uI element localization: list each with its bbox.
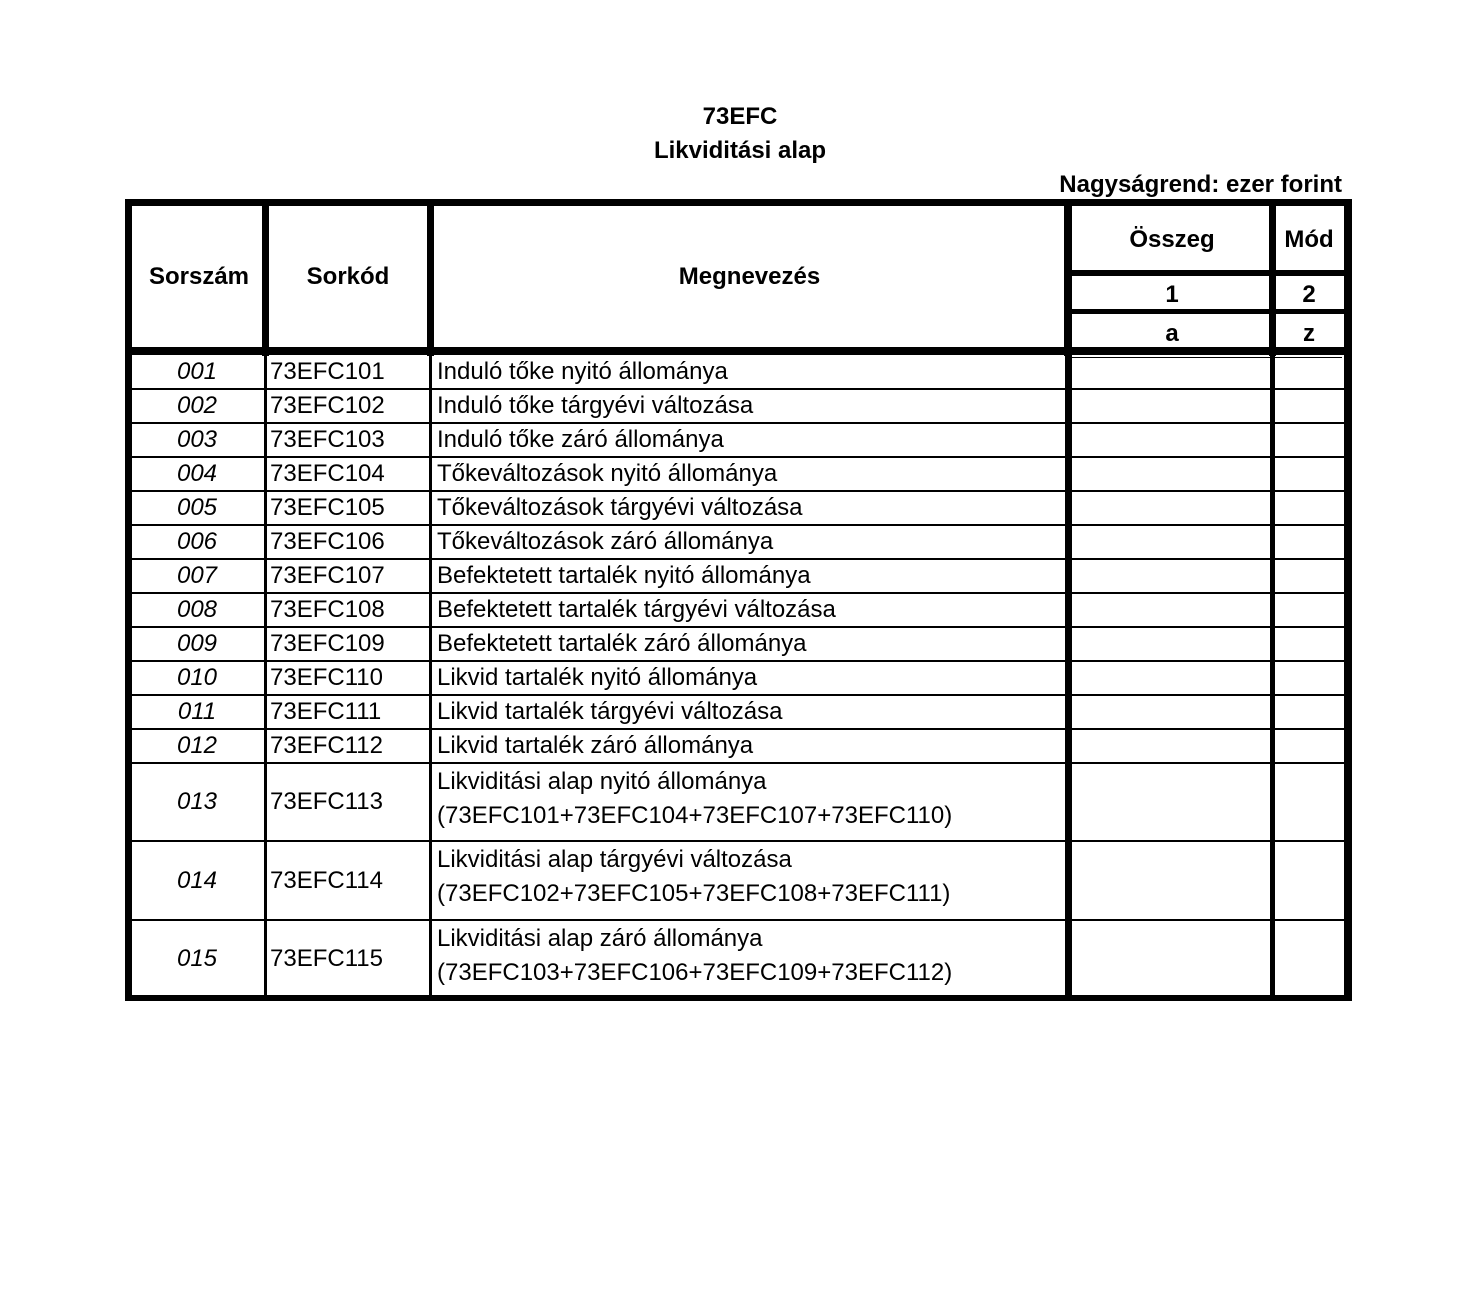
header-row-divider xyxy=(1066,309,1352,314)
column-divider xyxy=(1064,199,1072,356)
header-col2-letter: z xyxy=(1303,320,1315,347)
row-description: Likviditási alap tárgyévi változása xyxy=(437,846,792,873)
row-mode-cell[interactable] xyxy=(1275,695,1341,729)
column-divider xyxy=(1065,355,1072,997)
row-code: 73EFC103 xyxy=(270,426,385,453)
row-code: 73EFC102 xyxy=(270,392,385,419)
row-amount-cell[interactable] xyxy=(1072,729,1270,763)
header-sorkod: Sorkód xyxy=(306,263,390,290)
row-code: 73EFC107 xyxy=(270,562,385,589)
row-number: 012 xyxy=(176,732,218,759)
row-amount-cell[interactable] xyxy=(1072,695,1270,729)
row-mode-cell[interactable] xyxy=(1275,559,1341,593)
row-amount-cell[interactable] xyxy=(1072,457,1270,491)
row-number: 005 xyxy=(176,494,218,521)
form-code-title: 73EFC xyxy=(702,103,778,130)
row-code: 73EFC109 xyxy=(270,630,385,657)
row-mode-cell[interactable] xyxy=(1275,841,1341,920)
row-description: Induló tőke tárgyévi változása xyxy=(437,392,754,419)
column-divider xyxy=(429,355,432,997)
column-divider xyxy=(427,199,434,356)
row-divider xyxy=(130,592,1346,594)
row-description: Tőkeváltozások záró állománya xyxy=(437,528,774,555)
row-mode-cell[interactable] xyxy=(1275,389,1341,423)
row-code: 73EFC115 xyxy=(270,944,383,972)
row-divider xyxy=(1072,357,1342,358)
row-description: Likvid tartalék nyitó állománya xyxy=(437,664,758,691)
unit-note: Nagyságrend: ezer forint xyxy=(1059,171,1342,198)
row-description: Befektetett tartalék nyitó állománya xyxy=(437,562,811,589)
row-code: 73EFC113 xyxy=(270,788,383,815)
column-divider xyxy=(1270,355,1275,997)
row-amount-cell[interactable] xyxy=(1072,920,1270,997)
row-mode-cell[interactable] xyxy=(1275,491,1341,525)
row-description-formula: (73EFC101+73EFC104+73EFC107+73EFC110) xyxy=(437,802,953,829)
row-amount-cell[interactable] xyxy=(1072,841,1270,920)
row-number: 001 xyxy=(176,358,218,385)
row-mode-cell[interactable] xyxy=(1275,763,1341,841)
row-number: 008 xyxy=(176,596,218,623)
row-description: Likviditási alap nyitó állománya xyxy=(437,768,767,795)
header-sorszam: Sorszám xyxy=(148,263,250,290)
row-code: 73EFC114 xyxy=(270,866,383,894)
row-code: 73EFC105 xyxy=(270,494,385,521)
table-bottom-border xyxy=(125,995,1352,1001)
row-divider xyxy=(130,388,1346,390)
column-divider xyxy=(262,199,269,356)
row-mode-cell[interactable] xyxy=(1275,627,1341,661)
row-code: 73EFC112 xyxy=(270,732,383,759)
row-amount-cell[interactable] xyxy=(1072,389,1270,423)
row-divider xyxy=(130,728,1346,730)
table-right-border xyxy=(1344,199,1352,1001)
table-left-border xyxy=(125,199,132,1001)
row-divider xyxy=(130,626,1346,628)
row-divider xyxy=(130,840,1346,842)
header-col2-number: 2 xyxy=(1302,281,1316,308)
row-number: 010 xyxy=(176,664,218,691)
row-number: 013 xyxy=(176,788,218,815)
row-amount-cell[interactable] xyxy=(1072,525,1270,559)
row-number: 002 xyxy=(176,392,218,419)
row-code: 73EFC108 xyxy=(270,596,385,623)
row-number: 015 xyxy=(176,944,218,972)
row-number: 009 xyxy=(176,630,218,657)
form-title: Likviditási alap xyxy=(653,137,827,164)
header-megnevezes: Megnevezés xyxy=(678,263,821,290)
row-divider xyxy=(130,490,1346,492)
row-number: 003 xyxy=(176,426,218,453)
row-code: 73EFC104 xyxy=(270,460,385,487)
row-number: 004 xyxy=(176,460,218,487)
column-divider xyxy=(264,355,267,997)
row-amount-cell[interactable] xyxy=(1072,593,1270,627)
row-description-formula: (73EFC102+73EFC105+73EFC108+73EFC111) xyxy=(437,880,951,907)
row-description: Likvid tartalék tárgyévi változása xyxy=(437,698,783,725)
row-code: 73EFC101 xyxy=(270,358,385,385)
header-col1-number: 1 xyxy=(1165,281,1179,308)
row-description: Tőkeváltozások nyitó állománya xyxy=(437,460,778,487)
row-divider xyxy=(130,558,1346,560)
row-description: Induló tőke nyitó állománya xyxy=(437,358,728,385)
row-divider xyxy=(130,919,1346,921)
row-mode-cell[interactable] xyxy=(1275,525,1341,559)
row-description: Likviditási alap záró állománya xyxy=(437,925,763,952)
row-mode-cell[interactable] xyxy=(1275,355,1341,389)
row-description: Befektetett tartalék tárgyévi változása xyxy=(437,596,836,623)
row-divider xyxy=(130,524,1346,526)
row-mode-cell[interactable] xyxy=(1275,729,1341,763)
row-mode-cell[interactable] xyxy=(1275,423,1341,457)
row-description: Tőkeváltozások tárgyévi változása xyxy=(437,494,803,521)
row-code: 73EFC106 xyxy=(270,528,385,555)
row-number: 006 xyxy=(176,528,218,555)
row-divider xyxy=(130,456,1346,458)
row-amount-cell[interactable] xyxy=(1072,661,1270,695)
row-description: Likvid tartalék záró állománya xyxy=(437,732,754,759)
row-mode-cell[interactable] xyxy=(1275,920,1341,997)
table-top-border xyxy=(125,199,1352,206)
column-divider xyxy=(1269,199,1276,356)
row-amount-cell[interactable] xyxy=(1072,559,1270,593)
header-mod: Mód xyxy=(1284,226,1334,253)
row-amount-cell[interactable] xyxy=(1072,423,1270,457)
header-osszeg: Összeg xyxy=(1129,226,1215,253)
header-col1-letter: a xyxy=(1165,320,1179,347)
row-divider xyxy=(130,422,1346,424)
row-divider xyxy=(130,660,1346,662)
row-amount-cell[interactable] xyxy=(1072,491,1270,525)
row-description: Induló tőke záró állománya xyxy=(437,426,724,453)
row-mode-cell[interactable] xyxy=(1275,457,1341,491)
row-number: 014 xyxy=(176,866,218,894)
row-description-formula: (73EFC103+73EFC106+73EFC109+73EFC112) xyxy=(437,959,953,986)
row-amount-cell[interactable] xyxy=(1072,763,1270,841)
row-amount-cell[interactable] xyxy=(1072,355,1270,389)
row-amount-cell[interactable] xyxy=(1072,627,1270,661)
row-code: 73EFC110 xyxy=(270,664,383,691)
row-divider xyxy=(130,762,1346,764)
row-number: 011 xyxy=(177,698,217,725)
header-row-divider xyxy=(1066,270,1352,276)
row-description: Befektetett tartalék záró állománya xyxy=(437,630,807,657)
row-divider xyxy=(130,694,1346,696)
row-number: 007 xyxy=(176,562,218,589)
row-code: 73EFC111 xyxy=(270,698,382,725)
row-mode-cell[interactable] xyxy=(1275,593,1341,627)
header-bottom-border xyxy=(125,347,1352,355)
row-mode-cell[interactable] xyxy=(1275,661,1341,695)
